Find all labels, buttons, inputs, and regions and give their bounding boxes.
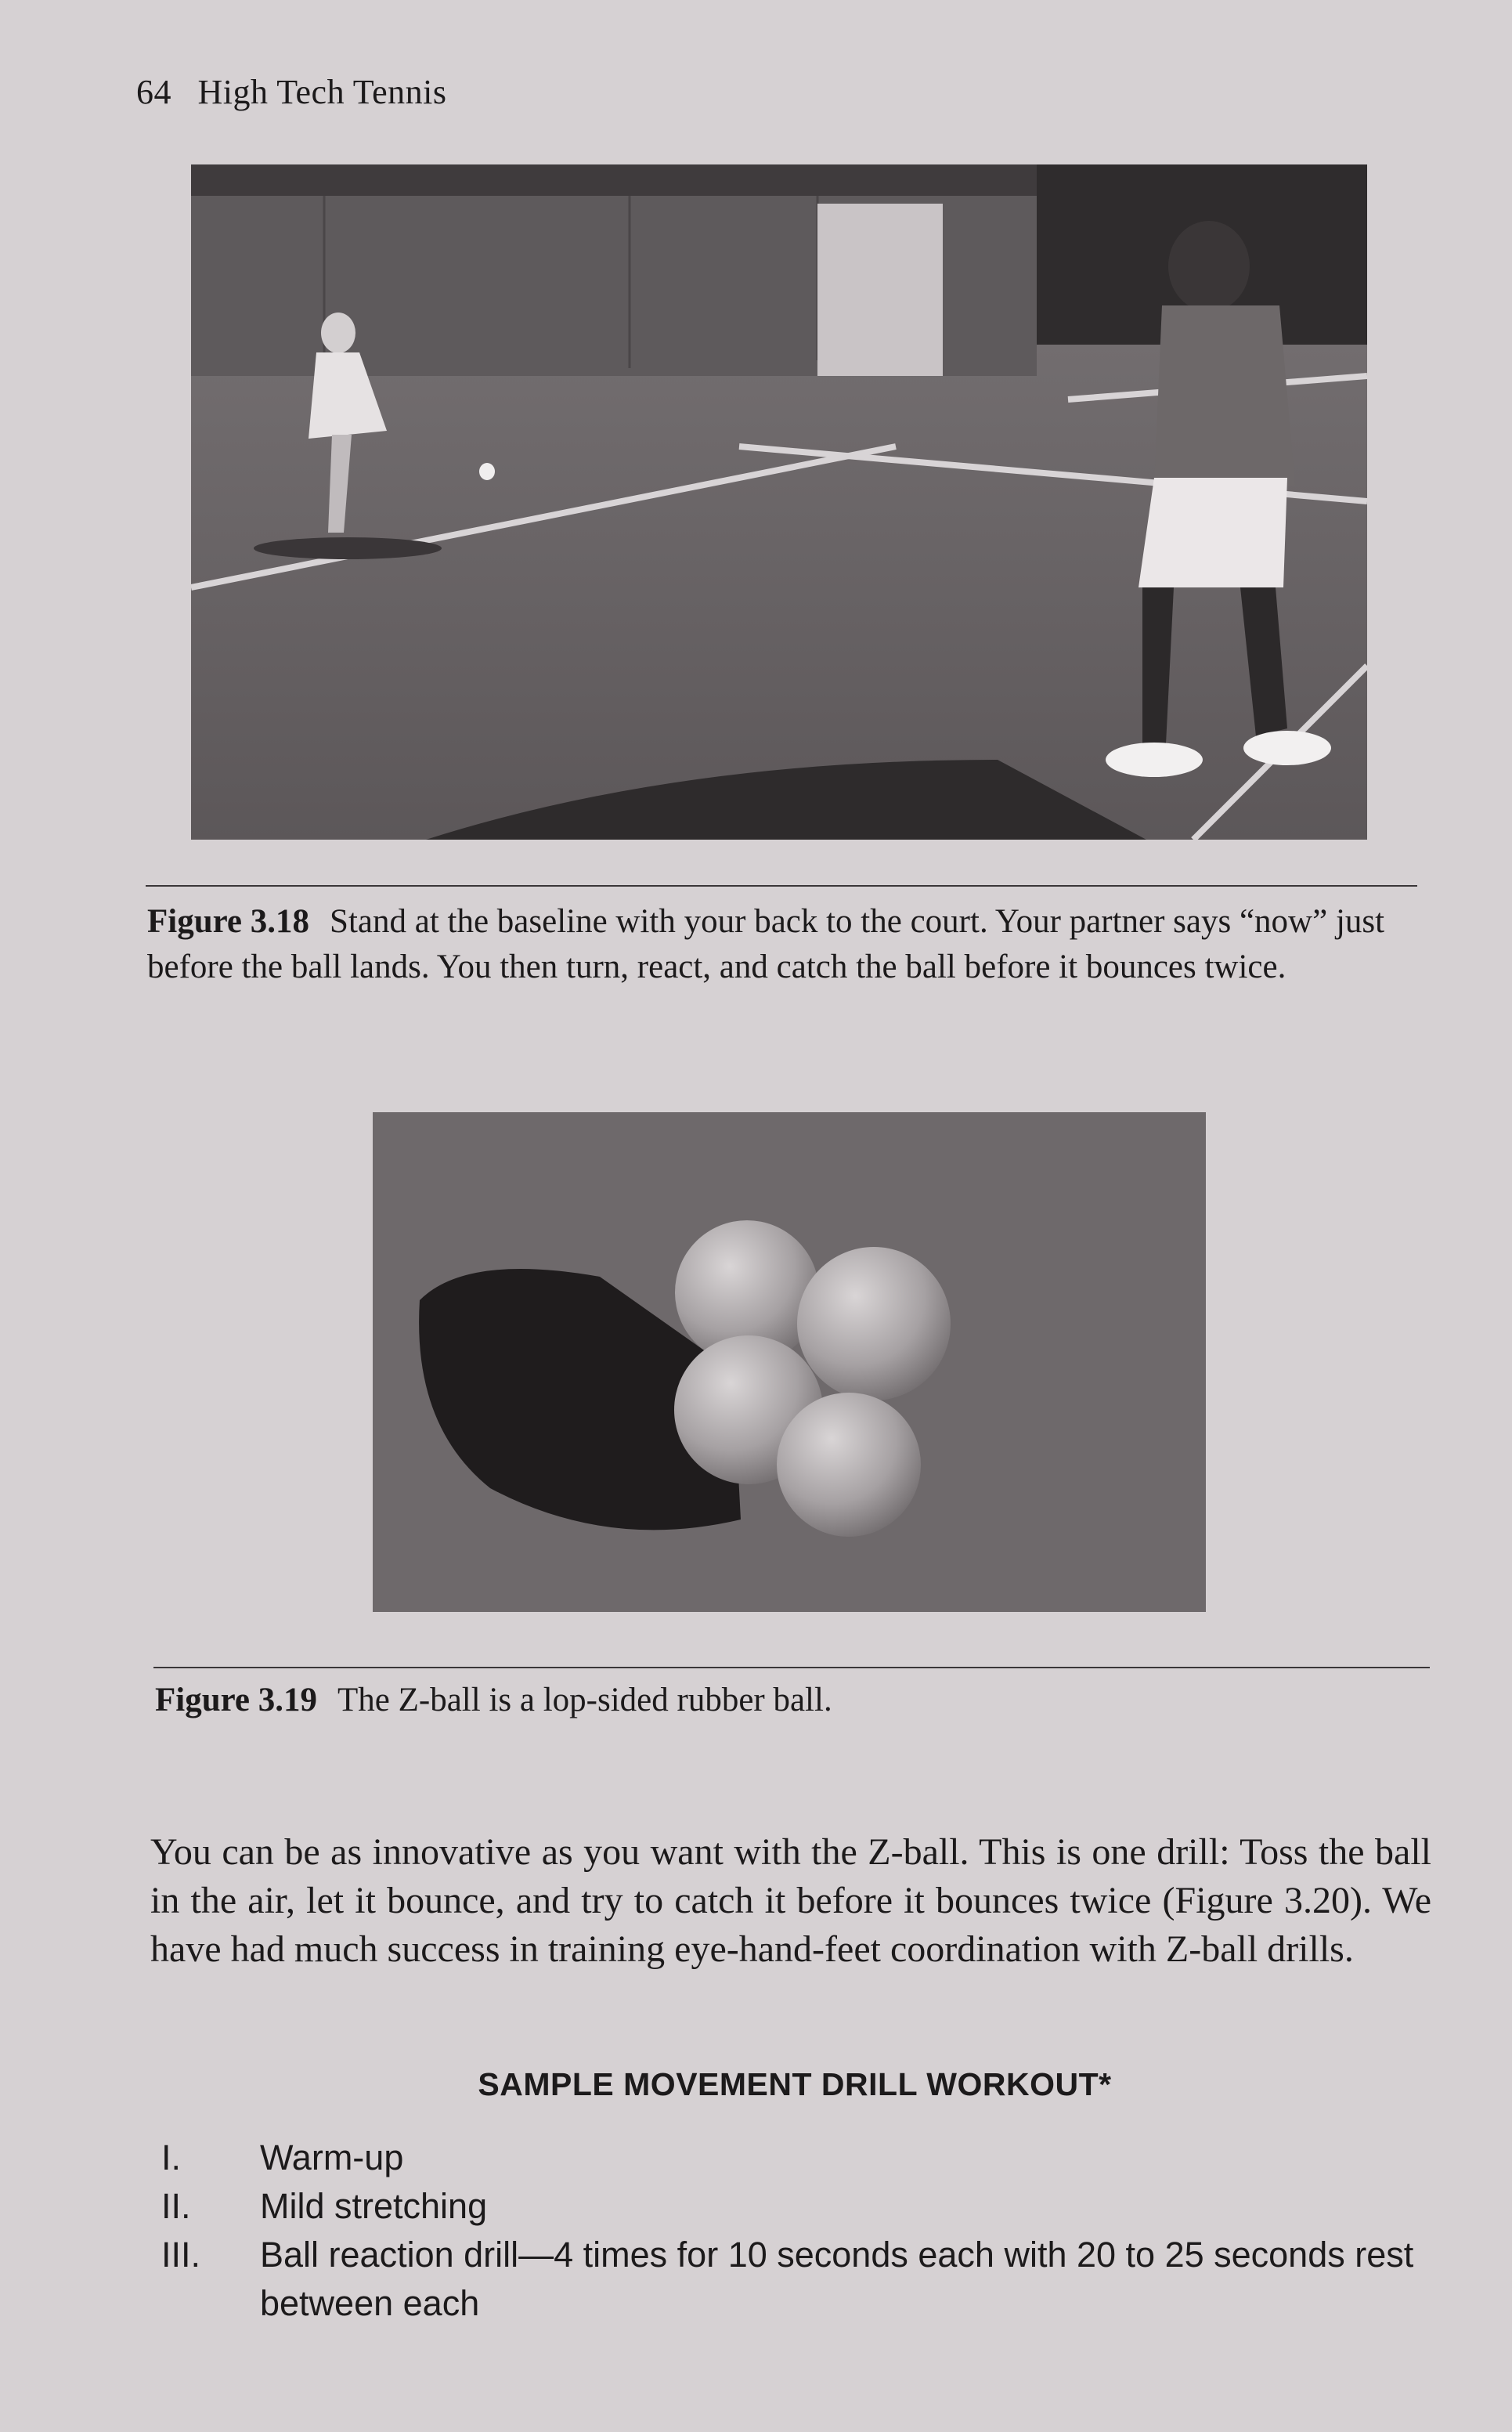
running-title: High Tech Tennis	[197, 73, 447, 111]
list-item-text: Warm-up	[260, 2137, 404, 2177]
list-item-text: Mild stretching	[260, 2186, 488, 2226]
workout-list	[161, 2134, 1453, 2328]
figure-3-19-caption	[155, 1678, 1408, 1723]
list-item	[161, 2134, 1453, 2182]
caption-rule	[153, 1667, 1430, 1668]
tennis-court-drill-photo	[191, 164, 1367, 840]
z-ball-photo	[373, 1112, 1206, 1612]
list-numeral: I.	[161, 2137, 182, 2177]
page-number: 64	[136, 73, 171, 111]
workout-title: SAMPLE MOVEMENT DRILL WORKOUT*	[478, 2066, 1112, 2102]
body-paragraph: You can be as innovative as you want with the Z-ball. This is one drill: Toss the ball in the air, let it bounce, and try to catch it before it bounces twice (Figure 3.20). We have had much success in training eye-hand-feet coordination with Z-ball drills.	[150, 1831, 1431, 1970]
figure-label: Figure 3.19	[155, 1682, 318, 1718]
list-item	[161, 2182, 1453, 2231]
figure-label: Figure 3.18	[147, 903, 310, 940]
figure-3-18-caption	[147, 899, 1400, 990]
list-numeral: III.	[161, 2235, 201, 2275]
caption-rule	[146, 885, 1417, 887]
list-item	[161, 2231, 1453, 2328]
list-numeral: II.	[161, 2186, 191, 2226]
running-header	[136, 72, 446, 112]
list-item-text: Ball reaction drill—4 times for 10 seconds each with 20 to 25 seconds rest between each	[260, 2235, 1414, 2323]
caption-text: Stand at the baseline with your back to the court. Your partner says “now” just before the ball lands. You then turn, react, and catch the ball before it bounces twice.	[147, 903, 1385, 985]
caption-text: The Z-ball is a lop-sided rubber ball.	[337, 1682, 832, 1718]
